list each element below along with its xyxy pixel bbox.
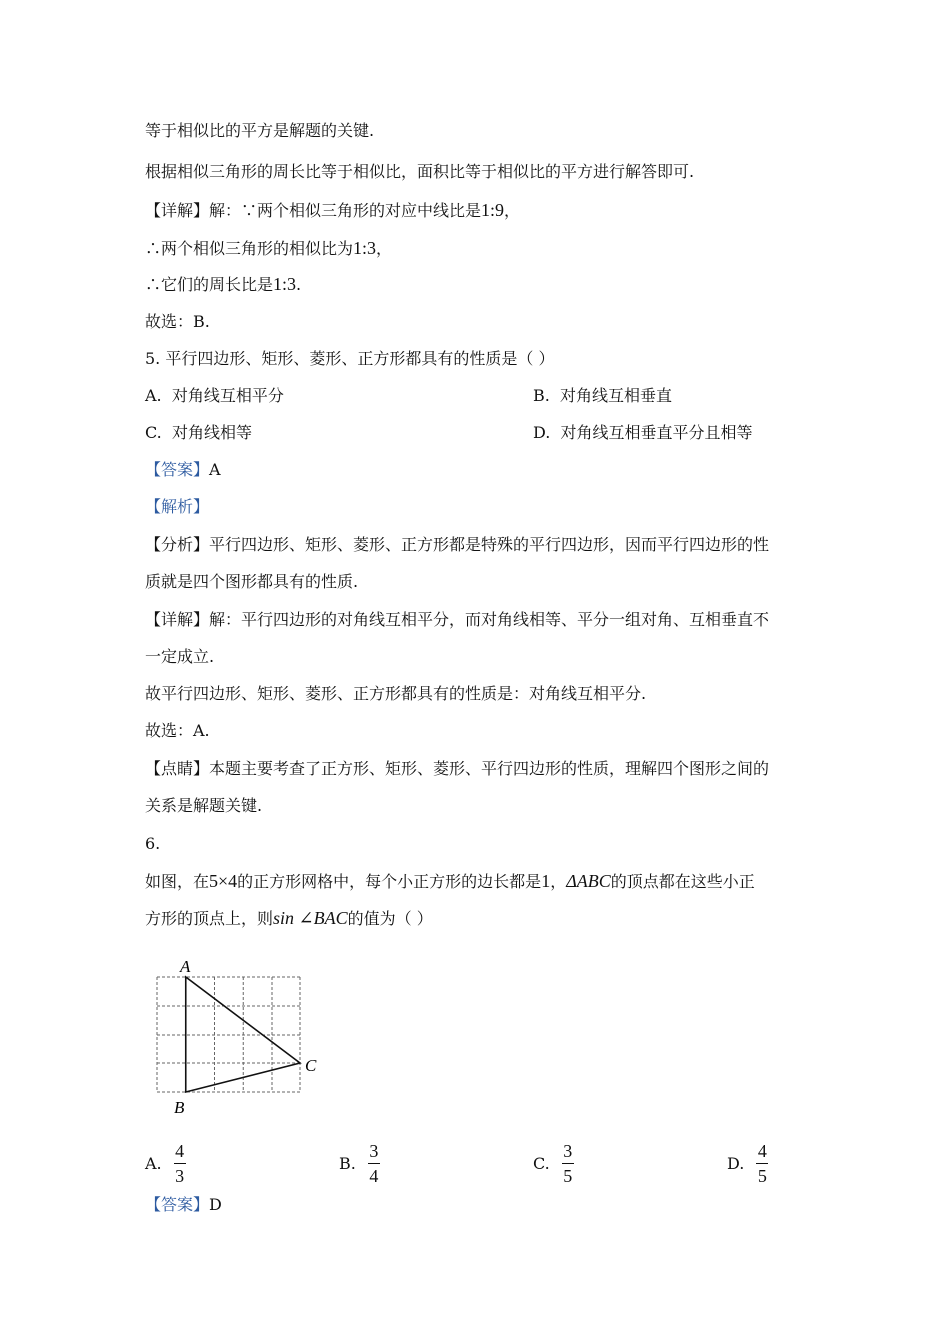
stem-text: 方形的顶点上，则 [145,909,274,928]
q5-stem: 5. 平行四边形、矩形、菱形、正方形都具有的性质是（ ） [145,349,555,368]
q5-fenxi-line-2: 质就是四个图形都具有的性质. [145,572,359,591]
option-letter: D. [727,1153,745,1173]
q6-stem-line-2 [145,908,433,929]
q5-option-a [145,386,284,406]
q5-analysis-tag: 【解析】 [145,497,210,516]
q4-median-ratio: 1:9 [481,200,505,220]
q6-stem-line-1 [145,871,755,892]
q5-xiangjie-line-1: 【详解】解：平行四边形的对角线互相平分，而对角线相等、平分一组对角、互相垂直不 [145,610,770,629]
fraction [756,1141,768,1186]
q5-option-b [533,386,672,406]
option-letter: A. [145,386,162,405]
q5-choose: 故选：A. [145,721,210,740]
grid-size: 5×4 [209,871,238,891]
intro-line-1: 等于相似比的平方是解题的关键. [145,121,375,140]
fraction-bar [174,1163,186,1164]
triangle-grid-figure [150,955,330,1120]
triangle-symbol: ΔABC [566,871,611,891]
option-text: 对角线相等 [171,423,252,442]
fraction [368,1141,380,1186]
q5-conclusion: 故平行四边形、矩形、菱形、正方形都具有的性质是：对角线互相平分. [145,684,647,703]
q4-perimeter-ratio: 1:3 [273,274,297,294]
q6-option-a [145,1138,186,1188]
q4-detail-text: ∴两个相似三角形的相似比为 [145,239,354,258]
option-text: 对角线互相平分 [171,386,284,405]
fraction [562,1141,574,1186]
option-letter: C. [533,1153,550,1173]
numerator: 3 [563,1140,573,1161]
option-letter: B. [533,386,550,405]
option-letter: A. [145,1153,162,1173]
fraction-bar [368,1163,380,1164]
fraction-bar [562,1163,574,1164]
answer-tag: 【答案】 [145,1195,210,1214]
q4-punct: . [296,275,302,294]
numerator: 4 [175,1140,185,1161]
stem-punct: ， [550,872,567,891]
vertex-label-a: A [180,957,191,976]
answer-tag: 【答案】 [145,460,210,479]
q5-xiangjie-line-2: 一定成立. [145,647,215,666]
q6-answer [145,1195,222,1215]
denominator: 4 [369,1165,379,1186]
q4-similarity-ratio: 1:3 [353,238,377,258]
stem-text: 的值为（ ） [347,909,433,928]
q6-option-d [727,1138,768,1188]
stem-text: 的顶点都在这些小正 [610,872,755,891]
q4-detail-text: ∴它们的周长比是 [145,275,274,294]
side-length: 1 [541,871,551,891]
q4-punct: ， [504,201,521,220]
option-text: 对角线互相垂直平分且相等 [560,423,753,442]
q4-detail-line-2 [145,238,392,259]
q5-answer [145,460,221,480]
q4-choose: 故选：B. [145,312,210,331]
q5-option-c [145,423,252,443]
denominator: 5 [563,1165,573,1186]
sin-expression: sin ∠BAC [273,908,348,928]
vertex-label-b: B [174,1098,185,1117]
answer-value: A [209,460,221,479]
intro-line-2: 根据相似三角形的周长比等于相似比，面积比等于相似比的平方进行解答即可. [145,162,695,181]
q4-detail-line-1 [145,200,520,221]
q5-dianjing-line-2: 关系是解题关键. [145,796,263,815]
fraction-bar [756,1163,768,1164]
grid-lines [157,977,300,1092]
option-letter: B. [339,1153,356,1173]
denominator: 5 [757,1165,767,1186]
answer-value: D [209,1195,222,1214]
denominator: 3 [175,1165,185,1186]
q4-detail-line-3 [145,274,301,295]
q6-number: 6. [145,834,161,853]
q5-option-d [533,423,753,443]
option-letter: D. [533,423,551,442]
q4-detail-text: 【详解】解：∵两个相似三角形的对应中线比是 [145,201,482,220]
stem-text: 如图，在 [145,872,210,891]
numerator: 3 [369,1140,379,1161]
stem-text: 的正方形网格中，每个小正方形的边长都是 [237,872,542,891]
q6-option-b [339,1138,380,1188]
option-letter: C. [145,423,162,442]
vertex-label-c: C [305,1056,317,1075]
option-text: 对角线互相垂直 [560,386,673,405]
q5-dianjing-line-1: 【点睛】本题主要考查了正方形、矩形、菱形、平行四边形的性质，理解四个图形之间的 [145,759,770,778]
q6-option-c [533,1138,574,1188]
fraction [174,1141,186,1186]
q4-punct: ， [376,239,393,258]
numerator: 4 [757,1140,767,1161]
q5-fenxi-line-1: 【分析】平行四边形、矩形、菱形、正方形都是特殊的平行四边形，因而平行四边形的性 [145,535,770,554]
